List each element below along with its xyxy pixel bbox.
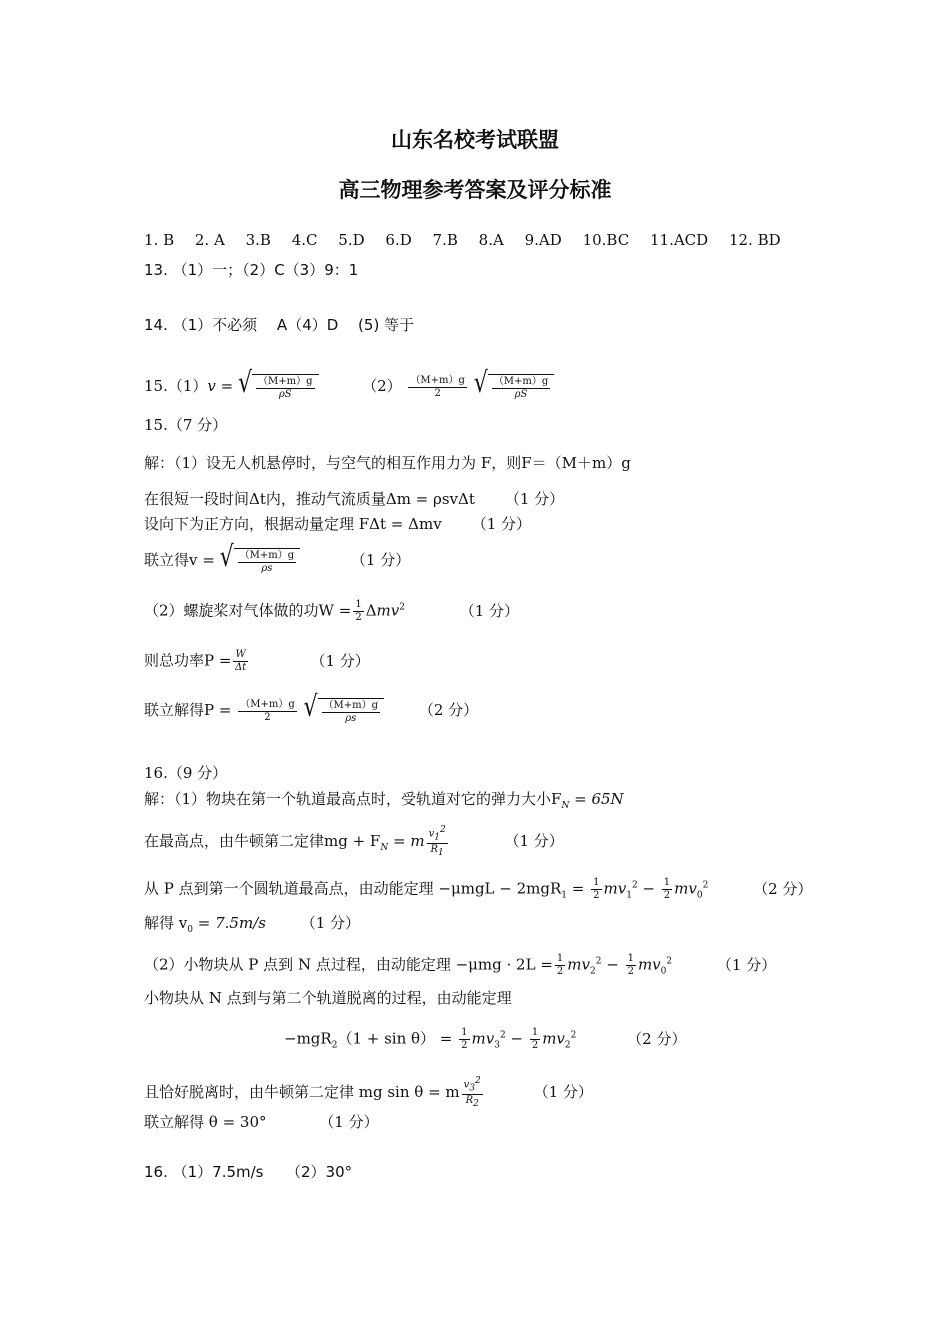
answer-12: 12. BD bbox=[728, 231, 781, 249]
answer-7: 7.B bbox=[432, 231, 458, 249]
score: （2 分） bbox=[627, 1029, 687, 1048]
score: （1 分） bbox=[471, 515, 531, 533]
q13-answer: 13. （1）一；（2）C（3）9：1 bbox=[144, 261, 359, 279]
q15-short-answer: 15.（1）v = √ $\frac{(M+m)g}{\rho S}$ （2） $\frac{(M+m)g}{2}$ √ $\frac{(M+m)g}{\rho S}$ bbox=[144, 374, 554, 400]
q16-header: 16.（9 分） bbox=[144, 764, 228, 782]
answer-11: 11.ACD bbox=[649, 231, 709, 249]
q15-line7: 联立解得P = $\frac{(M+m)g}{2}$ √ $\frac{(M+m)g}{\rho s}$ （2 分） bbox=[144, 691, 479, 724]
answer-6: 6.D bbox=[385, 231, 412, 249]
q16-line9: 联立解得 θ = 30° （1 分） bbox=[144, 1113, 379, 1131]
score: （1 分） bbox=[319, 1113, 379, 1131]
score: （1 分） bbox=[300, 914, 361, 932]
score: （1 分） bbox=[716, 955, 777, 974]
score: （1 分） bbox=[310, 651, 370, 670]
q15-line4: 联立得v = √ $\frac{(M+m)g}{\rho s}$ （1 分） bbox=[144, 541, 411, 574]
answer-10: 10.BC bbox=[582, 231, 630, 249]
sqrt-expression: √ $\frac{(M+m)g}{\rho S}$ bbox=[238, 374, 319, 400]
score: （1 分） bbox=[504, 490, 565, 508]
answer-4: 4.C bbox=[291, 231, 318, 249]
score: （2 分） bbox=[418, 701, 479, 719]
answer-3: 3.B bbox=[245, 231, 271, 249]
q15-part1-label: 15.（1） bbox=[144, 377, 208, 395]
title-union: 山东名校考试联盟 bbox=[391, 128, 559, 152]
q16-short-answer: 16. （1）7.5m/s （2）30° bbox=[144, 1163, 353, 1181]
score: （1 分） bbox=[350, 551, 411, 569]
q15-line3: 设向下为正方向，根据动量定理 FΔt = Δmv （1 分） bbox=[144, 515, 531, 533]
q16-line8: 且恰好脱离时，由牛顿第二定律 mg sin θ = m $\frac{v_3^2}{R_2}$ （1 分） bbox=[144, 1076, 593, 1110]
q14-answer: 14. （1）不必须 A（4）D (5) 等于 bbox=[144, 316, 415, 334]
score: （2 分） bbox=[753, 879, 813, 898]
q15-line1: 解：（1）设无人机悬停时，与空气的相互作用力为 F，则F＝（M＋m）g bbox=[144, 454, 631, 472]
score: （1 分） bbox=[459, 601, 520, 620]
q16-line7: −mgR$_2$（1 + sin θ） = $\frac{1}{2}$ $mv_3^2$ − $\frac{1}{2}$ $mv_2^2$ （2 分） bbox=[284, 1027, 687, 1051]
q16-line1: 解：（1）物块在第一个轨道最高点时，受轨道对它的弹力大小$F_N = 65N$ bbox=[144, 790, 624, 811]
title-answer-key: 高三物理参考答案及评分标准 bbox=[338, 178, 612, 202]
q16-line5: （2）小物块从 P 点到 N 点过程，由动能定理 −μmg · 2L = $\frac{1}{2}$ $mv_2^2$ − $\frac{1}{2}$ $mv_0^2$ （1 分） bbox=[144, 953, 777, 977]
answer-9: 9.AD bbox=[524, 231, 562, 249]
answer-8: 8.A bbox=[478, 231, 504, 249]
q16-line6: 小物块从 N 点到与第二个轨道脱离的过程，由动能定理 bbox=[144, 989, 512, 1007]
score: （1 分） bbox=[533, 1083, 593, 1102]
q16-line2: 在最高点，由牛顿第二定律mg + $F_N = m$ $\frac{v_1^2}{R_1}$ （1 分） bbox=[144, 825, 564, 859]
q15-part2-label: （2） bbox=[362, 377, 402, 395]
q16-line3: 从 P 点到第一个圆轨道最高点，由动能定理 −μmgL − 2mgR$_1$ = $\frac{1}{2}$ $mv_1^2$ − $\frac{1}{2}$ $mv_0^2$ （2 分） bbox=[144, 877, 813, 901]
score: （1 分） bbox=[504, 832, 564, 851]
q15-line6: 则总功率P = $\frac{W}{\Delta t}$ （1 分） bbox=[144, 649, 370, 673]
q15-line5: （2）螺旋桨对气体做的功W = $\frac{1}{2}$ Δmv$^2$ （1 分） bbox=[144, 599, 520, 623]
answer-5: 5.D bbox=[338, 231, 365, 249]
q15-header: 15.（7 分） bbox=[144, 416, 228, 434]
answer-1: 1. B bbox=[144, 231, 175, 249]
q15-line2: 在很短一段时间Δt内，推动气流质量Δm = ρsvΔt （1 分） bbox=[144, 490, 565, 508]
q16-line4: 解得 $v_0 = 7.5m/s$ （1 分） bbox=[144, 914, 361, 935]
choice-answers bbox=[144, 233, 797, 248]
answer-2: 2. A bbox=[194, 231, 225, 249]
